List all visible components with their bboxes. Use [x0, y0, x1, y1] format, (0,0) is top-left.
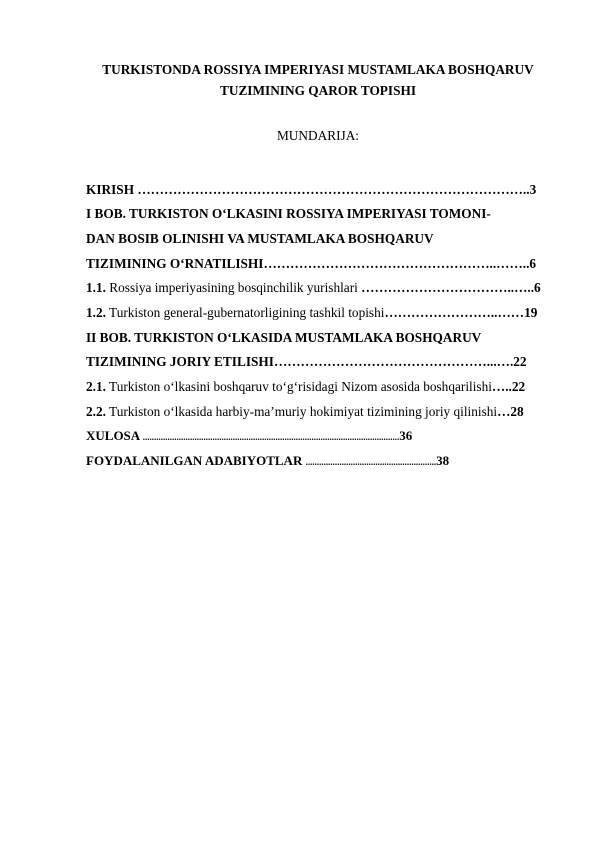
- toc-entry-section-1-2: [86, 304, 546, 322]
- toc-dots: ……………………………………………..……..: [263, 256, 530, 271]
- document-title-line-2: TUZIMINING QAROR TOPISHI: [219, 83, 417, 98]
- toc-label: DAN BOSIB OLINISHI VA MUSTAMLAKA BOSHQARUV: [86, 231, 434, 246]
- toc-dots: ..................................................................................................................: [142, 432, 400, 442]
- toc-section-number: 2.2.: [86, 404, 106, 419]
- toc-entry-kirish: [86, 181, 546, 199]
- toc-page-number: 19: [524, 305, 538, 320]
- contents-heading: MUNDARIJA:: [276, 128, 359, 143]
- toc-entry-chapter-1-line-2: [86, 230, 546, 248]
- toc-dots: ……………………………………………………………………………..: [137, 182, 530, 197]
- toc-page-number: 3: [529, 182, 537, 197]
- toc-label: Turkiston o‘lkasini boshqaruv to‘g‘risidagi Nizom asosida boshqarilishi: [105, 379, 492, 394]
- toc-dots: …: [497, 404, 511, 419]
- document-title-line-1: TURKISTONDA ROSSIYA IMPERIYASI MUSTAMLAKA BOSHQARUV: [102, 62, 534, 77]
- toc-dots: …..: [491, 379, 512, 394]
- toc-label: II BOB. TURKISTON O‘LKASIDA MUSTAMLAKA BOSHQARUV: [86, 330, 482, 345]
- toc-label: XULOSA: [86, 428, 143, 443]
- toc-section-number: 1.1.: [86, 280, 106, 295]
- toc-label: FOYDALANILGAN ADABIYOTLAR: [86, 453, 306, 468]
- toc-entry-adabiyotlar: [86, 452, 546, 471]
- toc-entry-chapter-1-line-3: [86, 255, 546, 273]
- toc-dots: ……………………..……: [384, 305, 525, 320]
- toc-entry-section-2-2: [86, 403, 546, 421]
- toc-section-number: 1.2.: [86, 305, 106, 320]
- toc-entry-section-2-1: [86, 378, 546, 396]
- toc-page-number: 36: [399, 428, 413, 443]
- toc-entry-chapter-1-line-1: [86, 205, 546, 223]
- toc-page-number: 6: [534, 280, 541, 295]
- toc-entry-chapter-2-line-2: [86, 353, 546, 371]
- toc-page-number: 28: [510, 404, 524, 419]
- toc-dots: ……………………………..…..: [361, 280, 535, 295]
- toc-page-number: 38: [436, 453, 450, 468]
- toc-entry-section-1-1: [86, 279, 546, 297]
- toc-entry-chapter-2-line-1: [86, 329, 546, 347]
- toc-label: Turkiston general-gubernatorligining tashkil topishi: [105, 305, 385, 320]
- toc-label: TIZIMINING JORIY ETILISHI: [86, 354, 274, 369]
- toc-section-number: 2.1.: [86, 379, 106, 394]
- toc-label: TIZIMINING O‘RNATILISHI: [86, 256, 264, 271]
- toc-label: KIRISH: [86, 182, 138, 197]
- toc-label: Turkiston o‘lkasida harbiy-ma’muriy hokimiyat tizimining joriy qilinishi: [105, 404, 498, 419]
- toc-label: Rossiya imperiyasining bosqinchilik yurishlari: [105, 280, 362, 295]
- toc-page-number: 22: [511, 379, 526, 394]
- toc-page-number: 6: [529, 256, 537, 271]
- toc-label: I BOB. TURKISTON O‘LKASINI ROSSIYA IMPERIYASI TOMONI-: [86, 206, 491, 221]
- toc-entry-xulosa: [86, 427, 546, 446]
- toc-dots: …………………………………………...….: [273, 354, 514, 369]
- toc-page-number: 22: [513, 354, 527, 369]
- toc-dots: ..........................................................: [305, 457, 437, 467]
